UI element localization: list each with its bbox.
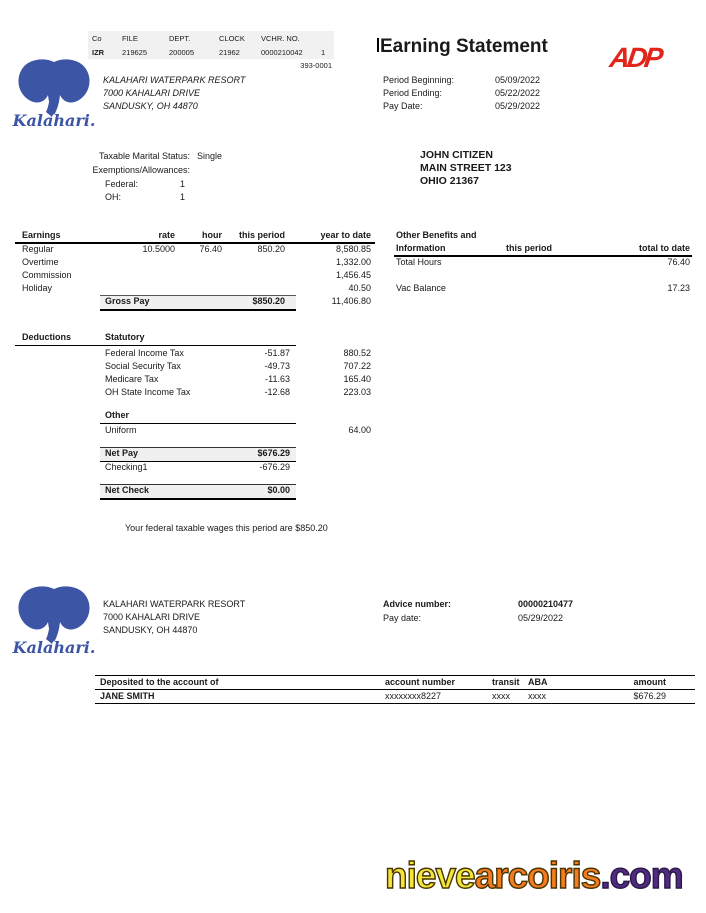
- val-clock: 21962: [219, 47, 240, 57]
- net-pay-value: $676.29: [257, 448, 290, 458]
- statutory-rule: [15, 345, 296, 346]
- deduction-row-label: Federal Income Tax: [105, 348, 184, 358]
- benefits-row-label: Vac Balance: [396, 283, 446, 293]
- other-deduction-label: Uniform: [105, 425, 137, 435]
- earnings-row-ytd: 1,332.00: [335, 257, 371, 267]
- earnings-title: Earnings: [22, 230, 61, 240]
- earnings-col-ytd: year to date: [320, 230, 371, 240]
- company-address-2-bottom: SANDUSKY, OH 44870: [103, 625, 198, 635]
- checking-label: Checking1: [105, 462, 148, 472]
- deduction-row-period: -12.68: [264, 387, 290, 397]
- deduction-row-label: Social Security Tax: [105, 361, 181, 371]
- marital-status-label: Taxable Marital Status:: [98, 151, 190, 161]
- earnings-col-this-period: this period: [238, 230, 285, 240]
- deduction-row-period: -51.87: [264, 348, 290, 358]
- deduction-row-ytd: 165.40: [343, 374, 371, 384]
- earnings-row-hour: 76.40: [199, 244, 222, 254]
- employer-code-table: [88, 31, 334, 59]
- other-rule: [100, 423, 296, 424]
- benefits-col-this-period: this period: [505, 243, 552, 253]
- deposit-col-account-number: account number: [385, 677, 456, 687]
- employee-address-1: MAIN STREET 123: [420, 162, 512, 174]
- deduction-row-ytd: 223.03: [343, 387, 371, 397]
- kalahari-elephant-logo: [12, 56, 96, 130]
- deduction-row-period: -49.73: [264, 361, 290, 371]
- deposit-row-amount: $676.29: [633, 691, 666, 701]
- deposit-row-transit: xxxx: [492, 691, 510, 701]
- advice-number-value: 00000210477: [518, 599, 574, 609]
- pay-date-value: 05/29/2022: [495, 101, 541, 111]
- benefits-row-label: Total Hours: [396, 257, 442, 267]
- val-dept: 200005: [169, 47, 195, 57]
- net-pay-label: Net Pay: [105, 448, 139, 458]
- benefits-col-total: total to date: [639, 243, 690, 253]
- deduction-row-label: Medicare Tax: [105, 374, 159, 384]
- earnings-row-ytd: 8,580.85: [335, 244, 371, 254]
- gross-pay-ytd: 11,406.80: [331, 296, 371, 306]
- kalahari-logo-text-bottom: Kalahari.: [12, 638, 96, 657]
- period-ending-value: 05/22/2022: [495, 88, 541, 98]
- company-name: KALAHARI WATERPARK RESORT: [103, 75, 246, 85]
- adp-logo: ADP: [607, 42, 663, 73]
- kalahari-elephant-logo-bottom: [12, 583, 96, 657]
- marital-status-value: Single: [197, 151, 223, 161]
- deductions-title: Deductions: [22, 332, 72, 342]
- earnings-row-label: Regular: [22, 244, 54, 254]
- benefits-title-line1: Other Benefits and: [396, 230, 477, 240]
- taxable-wages-note: Your federal taxable wages this period are $850.20: [125, 523, 328, 533]
- advice-number-label: Advice number:: [383, 599, 452, 609]
- earnings-row-label: Commission: [22, 270, 72, 280]
- col-co: Co: [92, 33, 102, 43]
- watermark-nievearcoiris: [385, 855, 683, 897]
- val-file: 219625: [122, 47, 148, 57]
- company-name-bottom: KALAHARI WATERPARK RESORT: [103, 599, 246, 609]
- val-vchr-no: 0000210042: [261, 47, 303, 57]
- benefits-row-total: 76.40: [667, 257, 690, 267]
- company-address-2: SANDUSKY, OH 44870: [103, 101, 198, 111]
- net-check-value: $0.00: [267, 485, 290, 495]
- col-clock: CLOCK: [219, 33, 245, 43]
- deposit-row-name: JANE SMITH: [100, 691, 155, 701]
- deposit-col-account-of: Deposited to the account of: [100, 677, 219, 687]
- deduction-row-ytd: 880.52: [343, 348, 371, 358]
- employee-name: JOHN CITIZEN: [420, 149, 493, 161]
- gross-pay-label: Gross Pay: [105, 296, 150, 306]
- other-deductions-title: Other: [105, 410, 130, 420]
- gross-pay-period: $850.20: [252, 296, 285, 306]
- state-exemptions-value: 1: [179, 192, 185, 202]
- watermark-part1: nieve: [385, 855, 475, 896]
- page-title: Earning Statement: [380, 36, 548, 57]
- kalahari-logo-text: Kalahari.: [12, 111, 96, 130]
- period-beginning-value: 05/09/2022: [495, 75, 541, 85]
- earnings-col-hour: hour: [202, 230, 222, 240]
- earnings-row-label: Overtime: [22, 257, 59, 267]
- form-number: 393-0001: [300, 61, 332, 70]
- earnings-col-rate: rate: [158, 230, 175, 240]
- statutory-title: Statutory: [105, 332, 145, 342]
- deposit-col-amount: amount: [633, 677, 666, 687]
- earnings-row-period: 850.20: [257, 244, 285, 254]
- state-exemptions-label: OH:: [105, 192, 122, 202]
- period-beginning-label: Period Beginning:: [383, 75, 455, 85]
- employee-address-2: OHIO 21367: [420, 175, 479, 187]
- federal-exemptions-label: Federal:: [105, 179, 139, 189]
- deduction-row-period: -11.63: [265, 374, 290, 384]
- deposit-top-rule: [95, 675, 695, 676]
- deduction-row-ytd: 707.22: [343, 361, 371, 371]
- earnings-row-ytd: 1,456.45: [335, 270, 371, 280]
- deposit-row-account: xxxxxxxx8227: [385, 691, 442, 701]
- deposit-col-aba: ABA: [528, 677, 548, 687]
- col-file: FILE: [122, 33, 138, 43]
- deposit-col-transit: transit: [492, 677, 520, 687]
- company-address-1: 7000 KAHALARI DRIVE: [103, 88, 201, 98]
- col-vchr-no: VCHR. NO.: [261, 33, 300, 43]
- net-check-label: Net Check: [105, 485, 150, 495]
- print-mark: [377, 38, 379, 52]
- val-extra: 1: [321, 47, 326, 57]
- deduction-row-label: OH State Income Tax: [105, 387, 191, 397]
- other-deduction-ytd: 64.00: [348, 425, 371, 435]
- checking-value: -676.29: [259, 462, 290, 472]
- col-dept: DEPT.: [169, 33, 191, 43]
- deposit-bottom-rule: [95, 703, 695, 704]
- period-ending-label: Period Ending:: [383, 88, 443, 98]
- company-address-1-bottom: 7000 KAHALARI DRIVE: [103, 612, 201, 622]
- advice-pay-date-value: 05/29/2022: [518, 613, 564, 623]
- watermark-part3: .com: [600, 855, 683, 896]
- pay-date-label: Pay Date:: [383, 101, 423, 111]
- val-co: IZR: [92, 47, 105, 57]
- exemptions-label: Exemptions/Allowances:: [92, 165, 190, 175]
- advice-pay-date-label: Pay date:: [383, 613, 422, 623]
- earnings-row-label: Holiday: [22, 283, 53, 293]
- watermark-part2: arcoiris: [474, 855, 601, 896]
- benefits-title-line2: Information: [396, 243, 446, 253]
- earnings-row-rate: 10.5000: [142, 244, 175, 254]
- deposit-header-rule: [95, 689, 695, 690]
- deposit-row-aba: xxxx: [528, 691, 546, 701]
- employer-code-header-row: [88, 31, 334, 45]
- federal-exemptions-value: 1: [179, 179, 185, 189]
- earnings-row-ytd: 40.50: [348, 283, 371, 293]
- employer-code-value-row: [88, 45, 334, 59]
- benefits-row-total: 17.23: [667, 283, 690, 293]
